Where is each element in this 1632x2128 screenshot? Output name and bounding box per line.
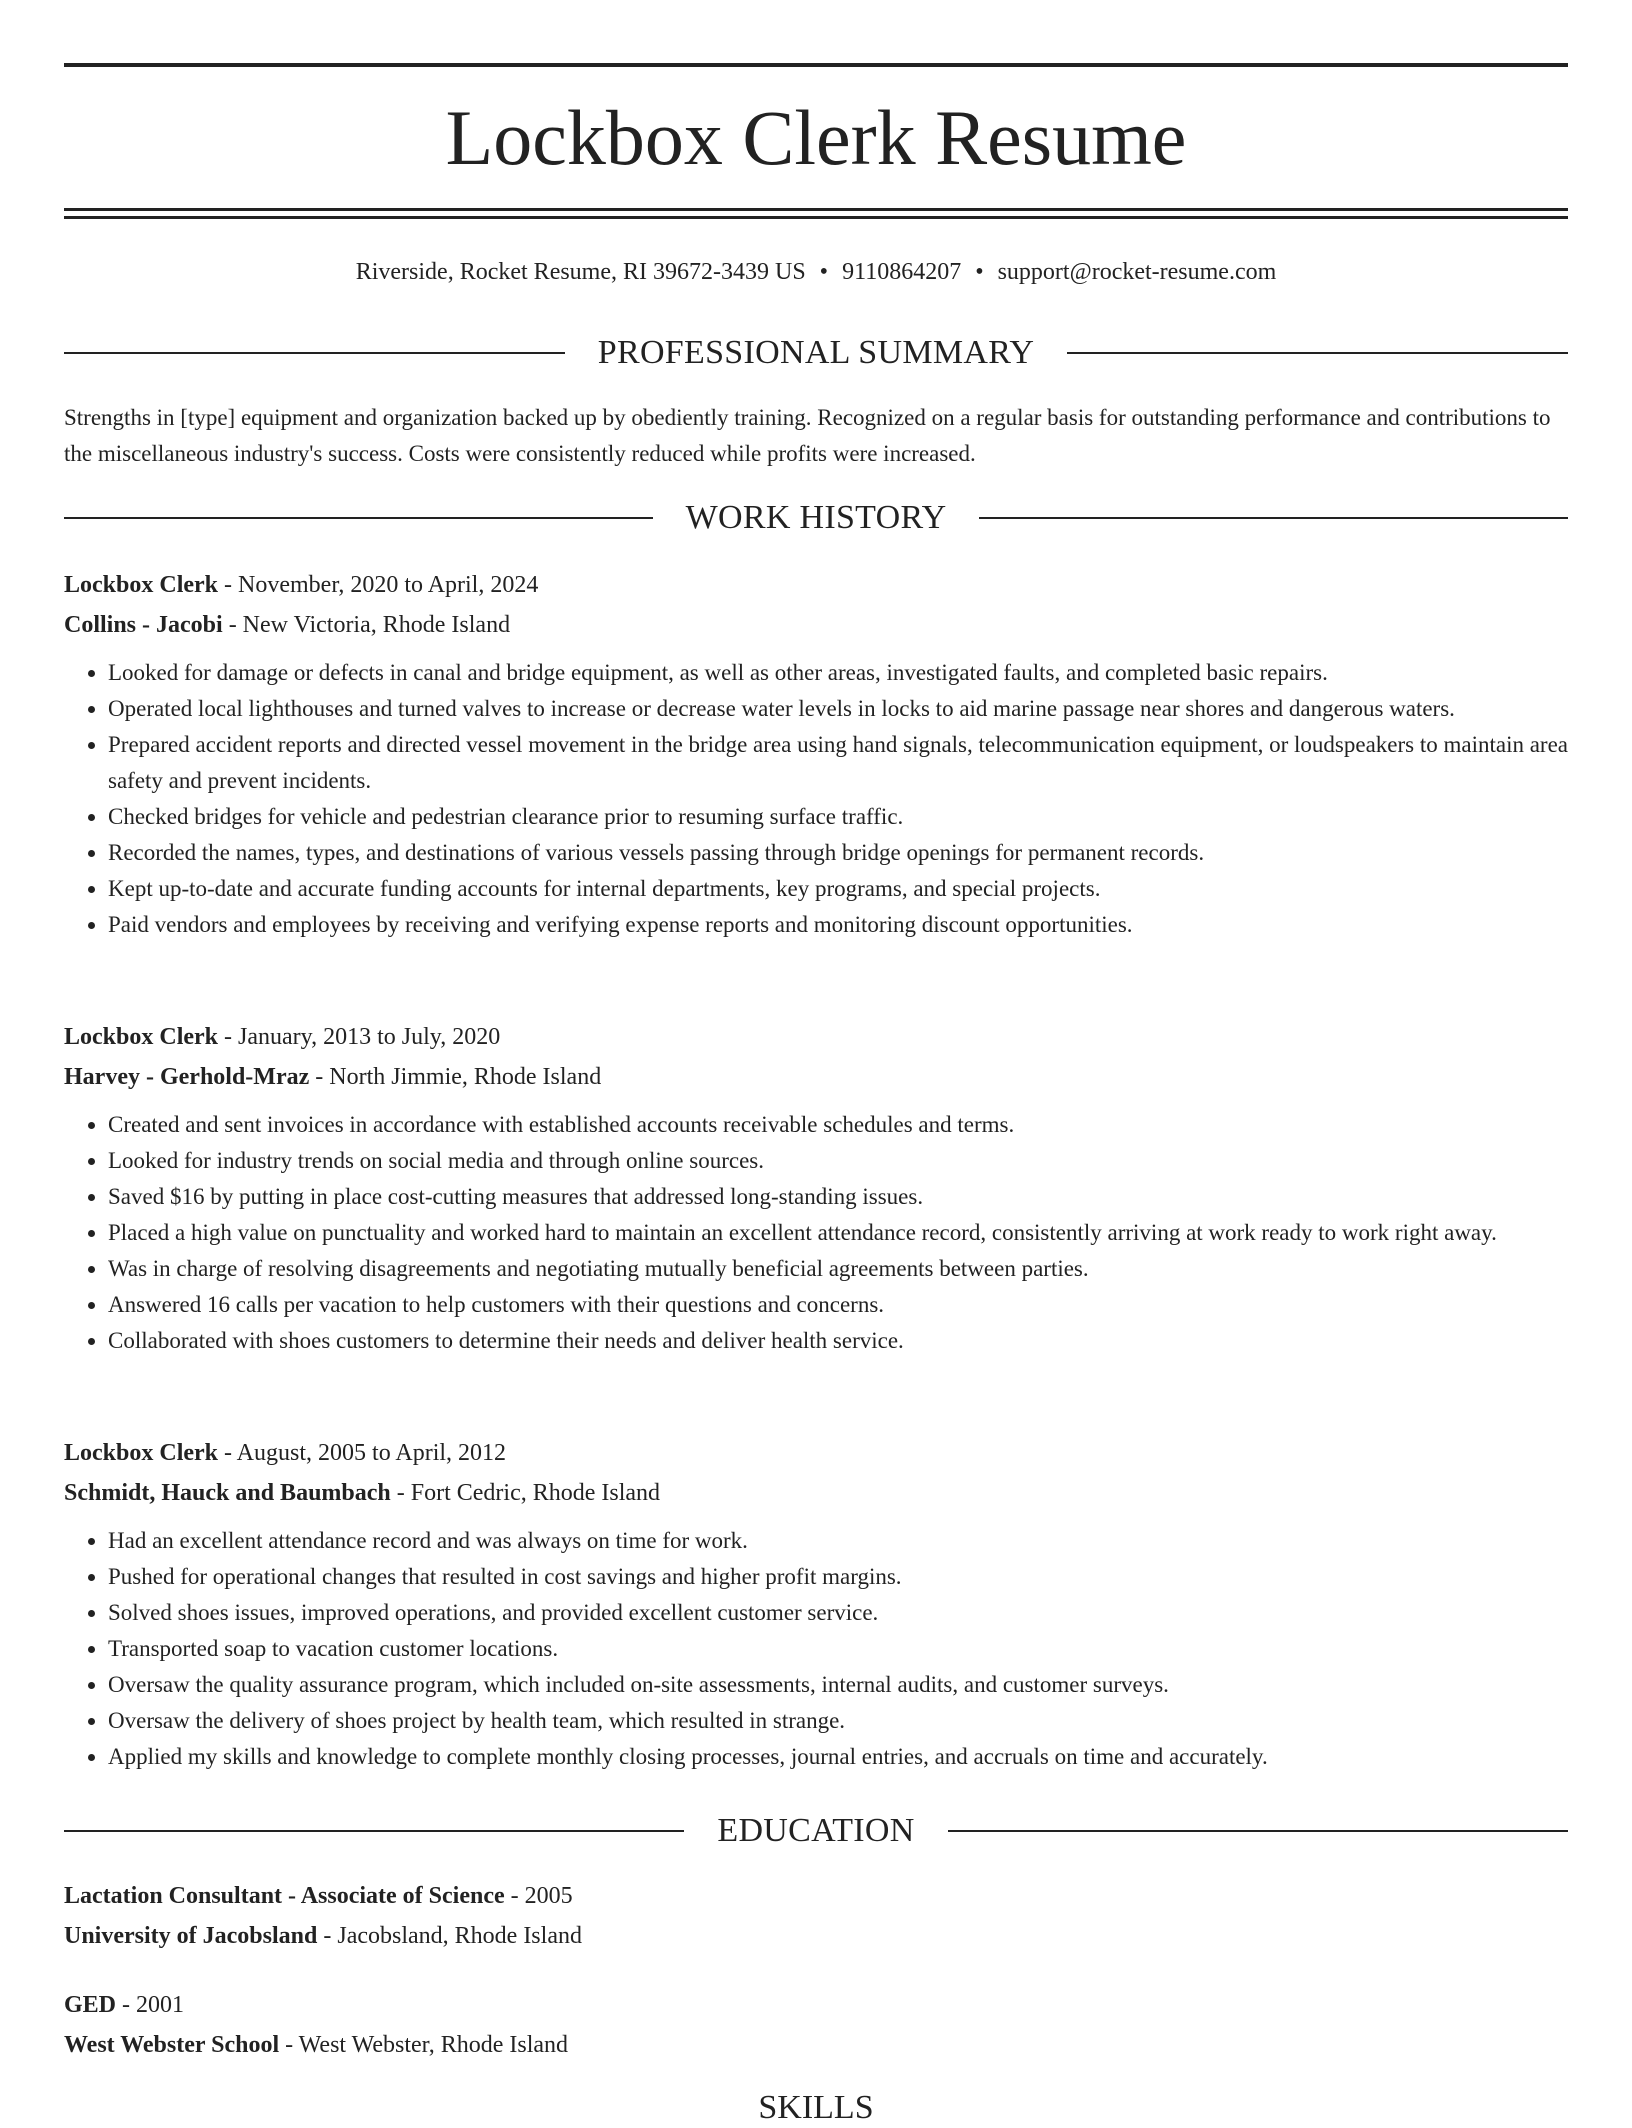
heading-rule <box>64 352 565 354</box>
list-item: • Looked for industry trends on social media and through online sources. <box>108 1143 1568 1179</box>
list-item: • Transported soap to vacation customer locations. <box>108 1631 1568 1667</box>
job-bullets <box>64 655 1568 943</box>
education-year: - 2001 <box>116 1992 185 2018</box>
contact-address: Riverside, Rocket Resume, RI 39672-3439 US <box>355 259 806 285</box>
section-title: PROFESSIONAL SUMMARY <box>597 334 1035 371</box>
list-item: • Checked bridges for vehicle and pedestrian clearance prior to resuming surface traffic. <box>108 799 1568 835</box>
section-heading-work <box>64 498 1568 538</box>
list-item: • Answered 16 calls per vacation to help customers with their questions and concerns. <box>108 1287 1568 1323</box>
section-heading-education <box>64 1811 1568 1851</box>
job-location: - Fort Cedric, Rhode Island <box>390 1480 661 1506</box>
list-item: • Had an excellent attendance record and was always on time for work. <box>108 1523 1568 1559</box>
heading-rule <box>1067 352 1568 354</box>
heading-rule <box>979 517 1568 519</box>
section-heading-skills: SKILLS <box>758 2089 874 2126</box>
title-rule-lower <box>64 216 1568 219</box>
job-title: Lockbox Clerk <box>64 572 219 598</box>
list-item: • Solved shoes issues, improved operations, and provided excellent customer service. <box>108 1595 1568 1631</box>
list-item: • Applied my skills and knowledge to complete monthly closing processes, journal entries, and accruals on time and accurately. <box>108 1739 1568 1775</box>
education-degree: GED <box>64 1992 117 2018</box>
job-title-line <box>64 1017 1568 1057</box>
education-entry <box>64 1876 1568 1956</box>
job-entry <box>64 1017 1568 1359</box>
job-bullets <box>64 1107 1568 1359</box>
job-dates: - November, 2020 to April, 2024 <box>218 572 539 598</box>
job-title-line <box>64 565 1568 605</box>
job-company-line <box>64 1473 1568 1513</box>
list-item: • Was in charge of resolving disagreements and negotiating mutually beneficial agreements between parties. <box>108 1251 1568 1287</box>
job-company-line <box>64 605 1568 645</box>
job-bullets <box>64 1523 1568 1775</box>
education-location: - West Webster, Rhode Island <box>279 2032 569 2058</box>
education-school-line <box>64 2025 1568 2065</box>
job-dates: - January, 2013 to July, 2020 <box>218 1024 501 1050</box>
job-company-line <box>64 1057 1568 1097</box>
education-degree-line <box>64 1876 1568 1916</box>
contact-phone: 9110864207 <box>842 259 962 285</box>
list-item: • Oversaw the delivery of shoes project by health team, which resulted in strange. <box>108 1703 1568 1739</box>
job-title: Lockbox Clerk <box>64 1024 219 1050</box>
list-item: • Kept up-to-date and accurate funding accounts for internal departments, key programs, and special projects. <box>108 871 1568 907</box>
contact-separator: • <box>975 259 984 285</box>
job-company: Collins - Jacobi <box>64 612 223 638</box>
education-school-line <box>64 1916 1568 1956</box>
education-location: - Jacobsland, Rhode Island <box>317 1923 582 1949</box>
job-location: - North Jimmie, Rhode Island <box>309 1064 602 1090</box>
contact-email: support@rocket-resume.com <box>997 259 1277 285</box>
contact-separator: • <box>819 259 829 285</box>
section-title: WORK HISTORY <box>685 499 947 536</box>
summary-text: Strengths in [type] equipment and organization backed up by obediently training. Recognized on a regular basis for outstanding performance and contributions to the miscellaneous industry's success. Costs were consistently reduced while profits were increased. <box>64 405 1551 466</box>
education-degree: Lactation Consultant - Associate of Science <box>64 1883 505 1909</box>
job-entry <box>64 1433 1568 1775</box>
page-title: Lockbox Clerk Resume <box>445 94 1187 181</box>
education-degree-line <box>64 1985 1568 2025</box>
job-dates: - August, 2005 to April, 2012 <box>218 1440 507 1466</box>
section-heading-summary <box>64 333 1568 373</box>
list-item: • Collaborated with shoes customers to determine their needs and deliver health service. <box>108 1323 1568 1359</box>
education-year: - 2005 <box>504 1883 573 1909</box>
job-company: Harvey - Gerhold-Mraz <box>64 1064 310 1090</box>
list-item: • Prepared accident reports and directed vessel movement in the bridge area using hand signals, telecommunication equipment, or loudspeakers to maintain area safety and prevent incidents. <box>108 727 1568 799</box>
title-rule-upper <box>64 208 1568 211</box>
list-item: • Created and sent invoices in accordance with established accounts receivable schedules and terms. <box>108 1107 1568 1143</box>
heading-rule <box>948 1830 1568 1832</box>
list-item: • Looked for damage or defects in canal and bridge equipment, as well as other areas, investigated faults, and completed basic repairs. <box>108 655 1568 691</box>
heading-rule <box>64 517 653 519</box>
list-item: • Operated local lighthouses and turned valves to increase or decrease water levels in locks to aid marine passage near shores and dangerous waters. <box>108 691 1568 727</box>
job-location: - New Victoria, Rhode Island <box>222 612 511 638</box>
job-company: Schmidt, Hauck and Baumbach <box>64 1480 391 1506</box>
section-title: EDUCATION <box>717 1812 915 1849</box>
top-rule <box>64 63 1568 67</box>
list-item: • Pushed for operational changes that resulted in cost savings and higher profit margins. <box>108 1559 1568 1595</box>
job-entry <box>64 565 1568 943</box>
job-title-line <box>64 1433 1568 1473</box>
education-school: West Webster School <box>64 2032 280 2058</box>
heading-rule <box>64 1830 684 1832</box>
list-item: • Paid vendors and employees by receiving and verifying expense reports and monitoring discount opportunities. <box>108 907 1568 943</box>
contact-line <box>64 256 1568 288</box>
list-item: • Placed a high value on punctuality and worked hard to maintain an excellent attendance record, consistently arriving at work ready to work right away. <box>108 1215 1568 1251</box>
list-item: • Recorded the names, types, and destinations of various vessels passing through bridge openings for permanent records. <box>108 835 1568 871</box>
education-school: University of Jacobsland <box>64 1923 318 1949</box>
job-title: Lockbox Clerk <box>64 1440 219 1466</box>
list-item: • Saved $16 by putting in place cost-cutting measures that addressed long-standing issues. <box>108 1179 1568 1215</box>
list-item: • Oversaw the quality assurance program, which included on-site assessments, internal audits, and customer surveys. <box>108 1667 1568 1703</box>
education-entry <box>64 1985 1568 2065</box>
